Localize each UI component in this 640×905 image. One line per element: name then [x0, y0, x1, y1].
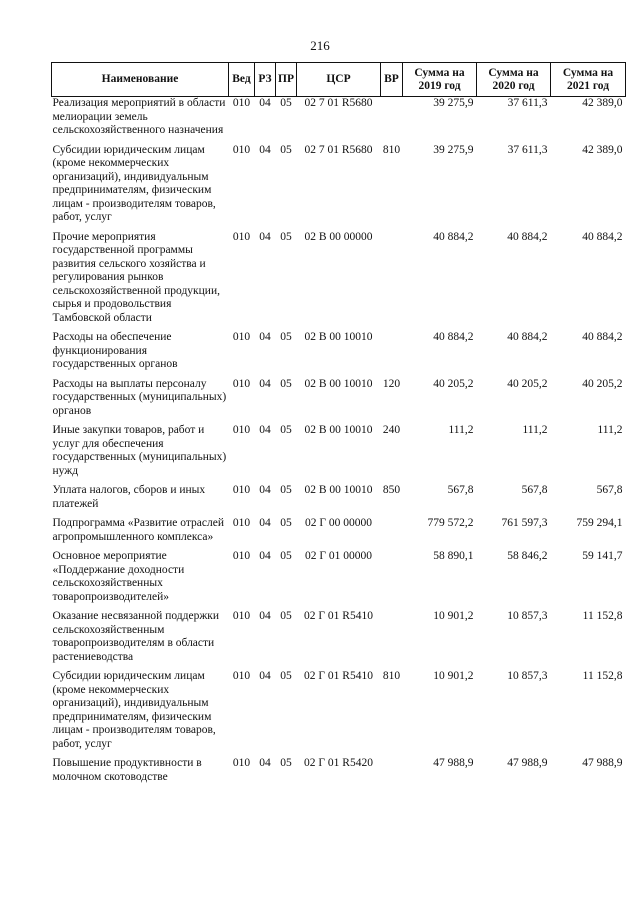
cell-rz: 04	[259, 143, 271, 156]
cell-csr: 02 Г 01 R5410	[304, 610, 373, 622]
cell-sum-2021: 40 205,2	[582, 377, 623, 390]
cell-csr: 02 В 00 00000	[304, 230, 373, 243]
cell-name: Реализация мероприятий в области мелиорации земель сельскохозяйственного назначения	[52, 97, 226, 136]
cell-sum-2020: 567,8	[521, 484, 548, 496]
cell-ved: 010	[232, 757, 251, 769]
cell-csr: 02 В 00 10010	[304, 424, 373, 436]
cell-rz: 04	[259, 484, 271, 496]
cell-name: Расходы на обеспечение функционирования государственных органов	[52, 331, 178, 370]
cell-sum-2019: 40 205,2	[433, 377, 474, 390]
cell-sum-2019: 40 884,2	[433, 230, 474, 243]
cell-sum-2020: 111,2	[522, 424, 548, 436]
cell-sum-2020: 40 884,2	[507, 331, 548, 343]
cell-rz: 04	[259, 230, 271, 243]
cell-vr	[381, 331, 403, 378]
cell-name: Уплата налогов, сборов и иных платежей	[52, 484, 206, 510]
cell-csr: 02 В 00 10010	[304, 377, 373, 390]
table-row	[52, 378, 626, 425]
cell-sum-2021: 111,2	[597, 424, 623, 436]
header-ved: Вед	[229, 63, 255, 97]
cell-pr: 05	[280, 670, 292, 682]
cell-pr: 05	[280, 757, 292, 769]
cell-sum-2021: 42 389,0	[582, 97, 623, 109]
cell-sum-2019: 10 901,2	[433, 670, 474, 682]
table-row	[52, 97, 626, 144]
table-row	[52, 144, 626, 231]
cell-sum-2019: 47 988,9	[433, 757, 474, 769]
cell-sum-2021: 59 141,7	[582, 550, 623, 562]
table-row	[52, 331, 626, 378]
table-row	[52, 757, 626, 790]
table-row	[52, 231, 626, 332]
cell-rz: 04	[259, 97, 271, 109]
cell-csr: 02 Г 01 R5420	[304, 757, 373, 769]
table-header	[52, 63, 626, 97]
cell-sum-2020: 761 597,3	[501, 517, 548, 529]
header-vr: ВР	[381, 63, 403, 97]
cell-vr: 120	[382, 377, 401, 390]
cell-name: Подпрограмма «Развитие отраслей агропромышленного комплекса»	[52, 517, 225, 543]
header-sum-2020: Сумма на 2020 год	[477, 63, 551, 97]
budget-table	[51, 62, 626, 790]
cell-vr: 850	[382, 484, 401, 496]
cell-rz: 04	[259, 517, 271, 529]
cell-vr	[381, 550, 403, 610]
cell-sum-2020: 58 846,2	[507, 550, 548, 562]
table-row	[52, 484, 626, 517]
cell-name: Прочие мероприятия государственной программы развития сельского хозяйства и регулирования рынков сельскохозяйственной продукции, сырья и продовольствия Тамбовской области	[52, 230, 220, 324]
cell-pr: 05	[280, 331, 292, 343]
cell-sum-2021: 40 884,2	[582, 230, 623, 243]
cell-sum-2020: 10 857,3	[507, 610, 548, 622]
cell-csr: 02 Г 00 00000	[304, 517, 373, 529]
cell-pr: 05	[280, 377, 292, 390]
cell-vr	[381, 231, 403, 332]
cell-sum-2020: 40 884,2	[507, 230, 548, 243]
cell-csr: 02 Г 01 00000	[304, 550, 373, 562]
cell-rz: 04	[259, 424, 271, 436]
cell-pr: 05	[280, 610, 292, 622]
cell-ved: 010	[232, 517, 251, 529]
cell-rz: 04	[259, 670, 271, 682]
cell-pr: 05	[280, 517, 292, 529]
cell-sum-2020: 37 611,3	[507, 143, 548, 156]
cell-pr: 05	[280, 143, 292, 156]
cell-rz: 04	[259, 610, 271, 622]
cell-sum-2019: 39 275,9	[433, 143, 474, 156]
page-number: 216	[310, 38, 330, 53]
cell-sum-2019: 39 275,9	[433, 97, 474, 109]
table-body	[52, 97, 626, 791]
header-pr: ПР	[276, 63, 297, 97]
cell-csr: 02 7 01 R5680	[304, 97, 373, 109]
table-row	[52, 517, 626, 550]
cell-sum-2020: 37 611,3	[507, 97, 548, 109]
header-sum-2021: Сумма на 2021 год	[551, 63, 626, 97]
cell-ved: 010	[232, 230, 251, 243]
cell-pr: 05	[280, 97, 292, 109]
cell-csr: 02 В 00 10010	[304, 331, 373, 343]
cell-ved: 010	[232, 550, 251, 562]
cell-rz: 04	[259, 757, 271, 769]
cell-ved: 010	[232, 97, 251, 109]
cell-pr: 05	[280, 550, 292, 562]
cell-ved: 010	[232, 331, 251, 343]
table-row	[52, 550, 626, 610]
table-row	[52, 670, 626, 757]
cell-csr: 02 7 01 R5680	[304, 143, 373, 156]
cell-sum-2020: 40 205,2	[507, 377, 548, 390]
cell-sum-2020: 47 988,9	[507, 757, 548, 769]
cell-ved: 010	[232, 377, 251, 390]
cell-rz: 04	[259, 550, 271, 562]
cell-sum-2021: 759 294,1	[576, 517, 623, 529]
cell-ved: 010	[232, 143, 251, 156]
cell-rz: 04	[259, 331, 271, 343]
cell-pr: 05	[280, 484, 292, 496]
header-csr: ЦСР	[297, 63, 381, 97]
cell-csr: 02 Г 01 R5410	[304, 670, 373, 682]
cell-sum-2021: 42 389,0	[582, 143, 623, 156]
cell-name: Повышение продуктивности в молочном скотоводстве	[52, 757, 202, 783]
cell-name: Субсидии юридическим лицам (кроме некоммерческих организаций), индивидуальным предпринимателям, физическим лицам - производителям товаров, работ, услуг	[52, 670, 216, 750]
cell-sum-2019: 40 884,2	[433, 331, 474, 343]
cell-sum-2019: 10 901,2	[433, 610, 474, 622]
cell-vr: 810	[382, 670, 401, 682]
table-row	[52, 610, 626, 670]
cell-sum-2021: 40 884,2	[582, 331, 623, 343]
cell-vr	[381, 517, 403, 550]
cell-vr: 810	[382, 143, 401, 156]
cell-vr	[381, 97, 403, 144]
cell-sum-2019: 58 890,1	[433, 550, 474, 562]
cell-rz: 04	[259, 377, 271, 390]
cell-pr: 05	[280, 230, 292, 243]
cell-ved: 010	[232, 484, 251, 496]
cell-sum-2021: 47 988,9	[582, 757, 623, 769]
cell-sum-2019: 111,2	[448, 424, 474, 436]
cell-csr: 02 В 00 10010	[304, 484, 373, 496]
cell-name: Расходы на выплаты персоналу государственных (муниципальных) органов	[52, 377, 227, 417]
cell-ved: 010	[232, 610, 251, 622]
header-sum-2019: Сумма на 2019 год	[403, 63, 477, 97]
header-name: Наименование	[52, 63, 229, 97]
cell-ved: 010	[232, 424, 251, 436]
cell-pr: 05	[280, 424, 292, 436]
header-rz: РЗ	[255, 63, 276, 97]
cell-name: Основное мероприятие «Поддержание доходности сельскохозяйственных товаропроизводителей»	[52, 550, 185, 603]
cell-vr	[381, 757, 403, 790]
cell-sum-2021: 11 152,8	[582, 670, 623, 682]
cell-name: Оказание несвязанной поддержки сельскохозяйственным товаропроизводителям в области растениеводства	[52, 610, 220, 663]
cell-sum-2019: 779 572,2	[427, 517, 474, 529]
cell-sum-2021: 567,8	[596, 484, 623, 496]
cell-sum-2021: 11 152,8	[582, 610, 623, 622]
cell-vr	[381, 610, 403, 670]
cell-name: Иные закупки товаров, работ и услуг для обеспечения государственных (муниципальных) нужд	[52, 424, 227, 477]
cell-vr: 240	[382, 424, 401, 436]
cell-sum-2020: 10 857,3	[507, 670, 548, 682]
table-row	[52, 424, 626, 484]
cell-ved: 010	[232, 670, 251, 682]
cell-sum-2019: 567,8	[447, 484, 474, 496]
cell-name: Субсидии юридическим лицам (кроме некоммерческих организаций), индивидуальным предпринимателям, физическим лицам - производителям товаров, работ, услуг	[52, 143, 216, 223]
